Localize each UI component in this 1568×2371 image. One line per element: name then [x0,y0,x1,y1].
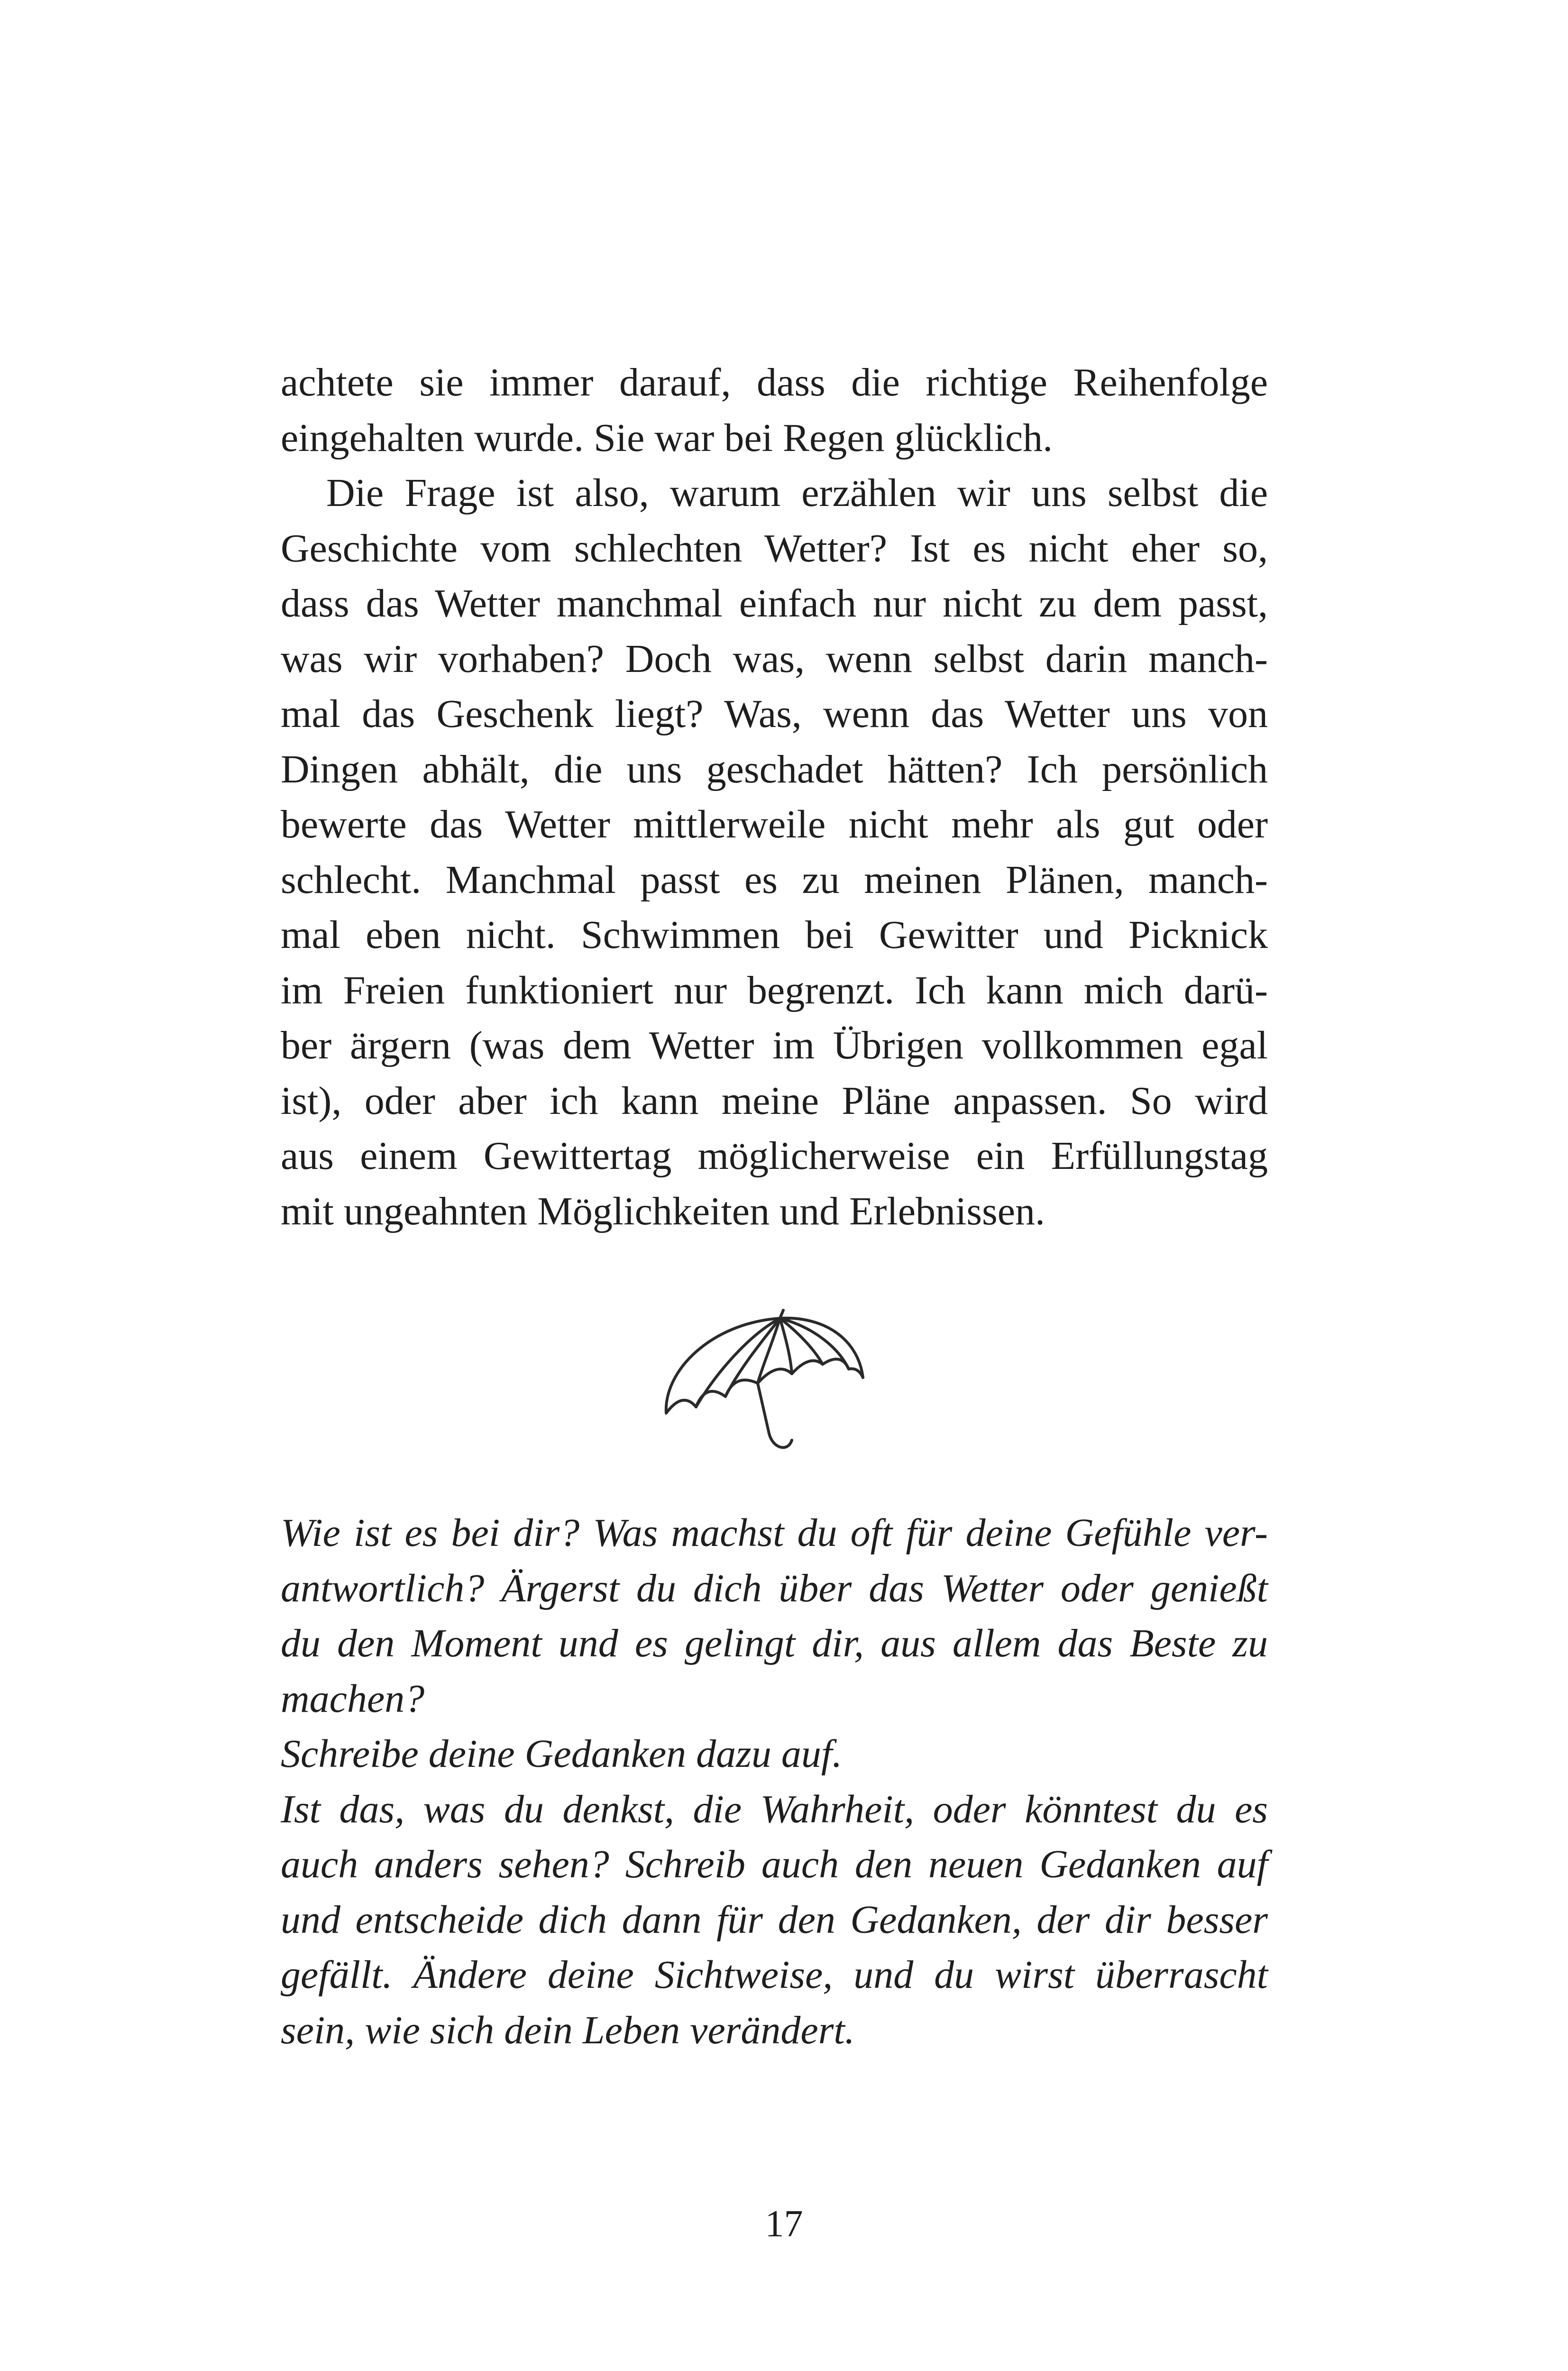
prompt-line: Schreibe deine Gedanken dazu auf. [281,1732,843,1776]
body-line: mal eben nicht. Schwimmen bei Gewitter und Picknick [281,913,1268,957]
prompt-line: Ist das, was du denkst, die Wahrheit, oder könntest du es [281,1787,1268,1831]
body-line: schlecht. Manchmal passt es zu meinen Plänen, manch- [281,857,1268,902]
body-text [281,355,1268,1239]
body-line: was wir vorhaben? Doch was, wenn selbst darin manch- [281,636,1268,681]
umbrella-icon [659,1306,868,1463]
prompt-line: auch anders sehen? Schreib auch den neuen Gedanken auf [281,1842,1268,1886]
body-line: aus einem Gewittertag möglicherweise ein Erfüllungstag [281,1134,1268,1178]
prompt-line: sein, wie sich dein Leben verändert. [281,2008,855,2052]
body-line: Geschichte vom schlechten Wetter? Ist es nicht eher so, [281,526,1268,570]
body-line: Die Frage ist also, warum erzählen wir uns selbst die [326,471,1268,515]
body-line: mal das Geschenk liegt? Was, wenn das Wetter uns von [281,692,1268,736]
prompt-line: Wie ist es bei dir? Was machst du oft für deine Gefühle ver- [281,1511,1268,1555]
body-line: ist), oder aber ich kann meine Pläne anpassen. So wird [281,1078,1268,1123]
body-line: achtete sie immer darauf, dass die richtige Reihenfolge [281,360,1268,404]
prompt-line: gefällt. Ändere deine Sichtweise, und du wirst überrascht [281,1953,1268,1997]
body-line: im Freien funktioniert nur begrenzt. Ich kann mich darü- [281,968,1268,1012]
prompt-line: und entscheide dich dann für den Gedanken, der dir besser [281,1897,1268,1942]
reflection-prompt [281,1506,1268,2058]
body-line: eingehalten wurde. Sie war bei Regen glücklich. [281,415,1053,460]
body-line: mit ungeahnten Möglichkeiten und Erlebnissen. [281,1189,1045,1233]
page-number: 17 [765,2203,803,2245]
body-line: dass das Wetter manchmal einfach nur nicht zu dem passt, [281,581,1268,625]
body-line: ber ärgern (was dem Wetter im Übrigen vollkommen egal [281,1023,1268,1067]
body-line: Dingen abhält, die uns geschadet hätten? Ich persönlich [281,747,1268,791]
prompt-line: antwortlich? Ärgerst du dich über das Wetter oder genießt [281,1566,1268,1610]
body-line: bewerte das Wetter mittlerweile nicht mehr als gut oder [281,802,1268,846]
prompt-line: machen? [281,1676,425,1721]
prompt-line: du den Moment und es gelingt dir, aus allem das Beste zu [281,1621,1268,1665]
